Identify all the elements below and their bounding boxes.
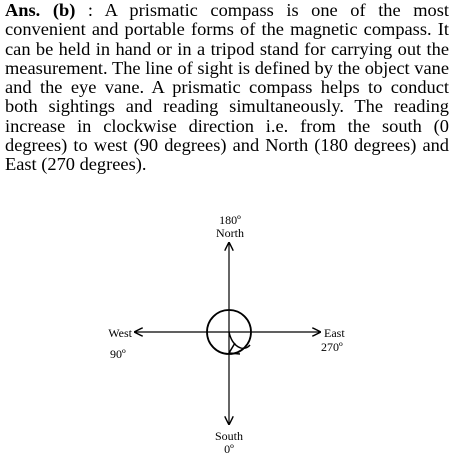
answer-label: Ans. (b) — [5, 0, 76, 20]
north-label: North — [216, 226, 244, 240]
east-label: East — [324, 326, 345, 340]
compass-circle — [207, 310, 251, 354]
rotation-arrow — [229, 332, 250, 348]
south-label: South — [214, 429, 244, 443]
north-degrees: 180º — [219, 213, 241, 227]
west-label: West — [108, 326, 132, 340]
south-degrees: 0º — [224, 442, 234, 456]
answer-paragraph — [5, 1, 449, 175]
rotation-arrowhead — [229, 343, 240, 354]
east-degrees: 270º — [321, 340, 343, 354]
answer-text: : A prismatic compass is one of the most convenient and portable forms of the magnetic compass. It can be held in hand or in a tripod stand for carrying out the measurement. The line of sight is defined by the object vane and the eye vane. A prismatic compass helps to conduct both sightings and reading simultaneously. The reading increase in clockwise direction i.e. from the south (0 degrees) to west (90 degrees) and North (180 degrees) and East (270 degrees). — [5, 0, 449, 175]
west-degrees: 90º — [110, 347, 126, 361]
